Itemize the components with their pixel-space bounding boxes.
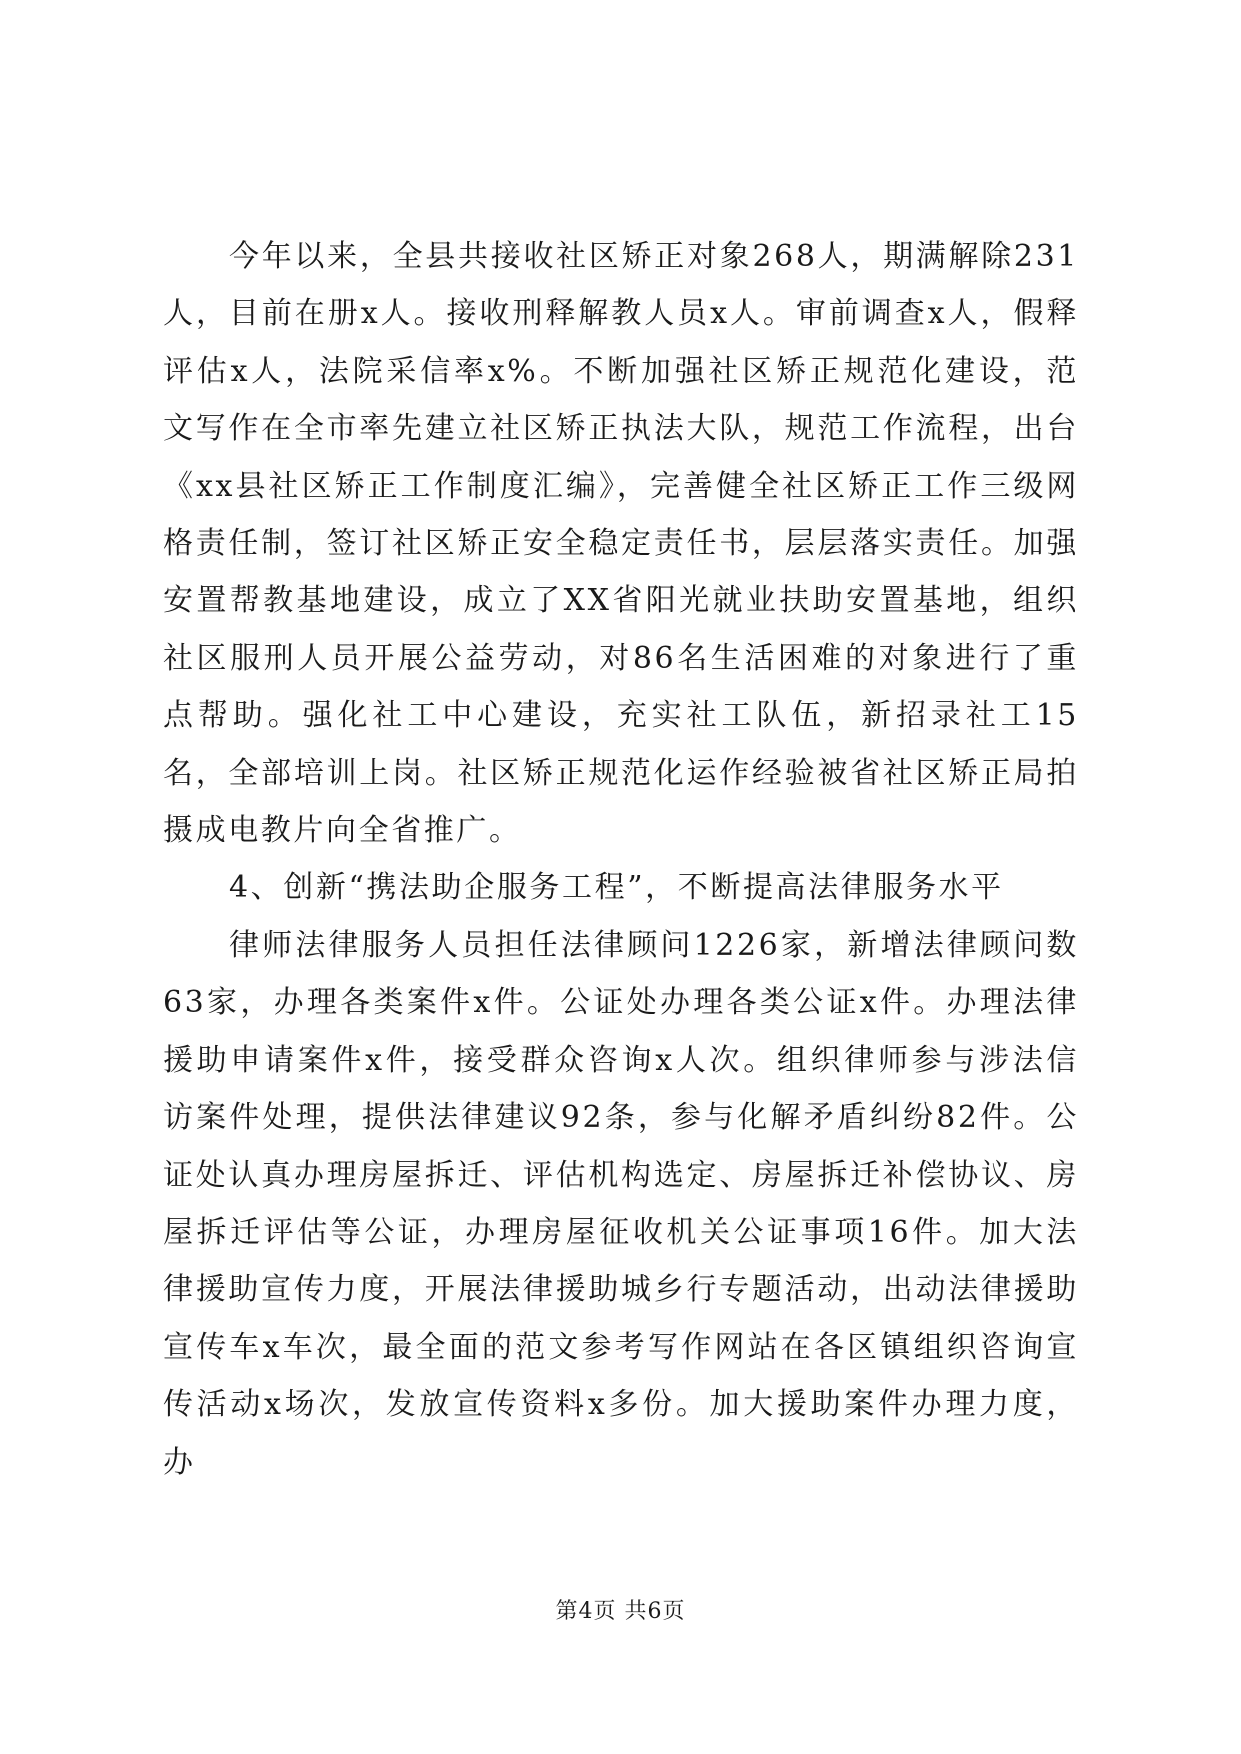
document-body	[163, 228, 1079, 1491]
page-number-footer: 第4页 共6页	[555, 1599, 686, 1624]
paragraph-legal-services: 律师法律服务人员担任法律顾问1226家，新增法律顾问数63家，办理各类案件x件。公证处办理各类公证x件。办理法律援助申请案件x件，接受群众咨询x人次。组织律师参与涉法信访案件处理，提供法律建议92条，参与化解矛盾纠纷82件。公证处认真办理房屋拆迁、评估机构选定、房屋拆迁补偿协议、房屋拆迁评估等公证，办理房屋征收机关公证事项16件。加大法律援助宣传力度，开展法律援助城乡行专题活动，出动法律援助宣传车x车次，最全面的范文参考写作网站在各区镇组织咨询宣传活动x场次，发放宣传资料x多份。加大援助案件办理力度，办	[163, 927, 1079, 1480]
paragraph-community-correction: 今年以来，全县共接收社区矫正对象268人，期满解除231人，目前在册x人。接收刑释解教人员x人。审前调查x人，假释评估x人，法院采信率x%。不断加强社区矫正规范化建设，范文写作在全市率先建立社区矫正执法大队，规范工作流程，出台《xx县社区矫正工作制度汇编》，完善健全社区矫正工作三级网格责任制，签订社区矫正安全稳定责任书，层层落实责任。加强安置帮教基地建设，成立了XX省阳光就业扶助安置基地，组织社区服刑人员开展公益劳动，对86名生活困难的对象进行了重点帮助。强化社工中心建设，充实社工队伍，新招录社工15名，全部培训上岗。社区矫正规范化运作经验被省社区矫正局拍摄成电教片向全省推广。	[163, 239, 1079, 849]
section-heading-legal-services: 4、创新“携法助企服务工程”，不断提高法律服务水平	[229, 870, 1004, 906]
